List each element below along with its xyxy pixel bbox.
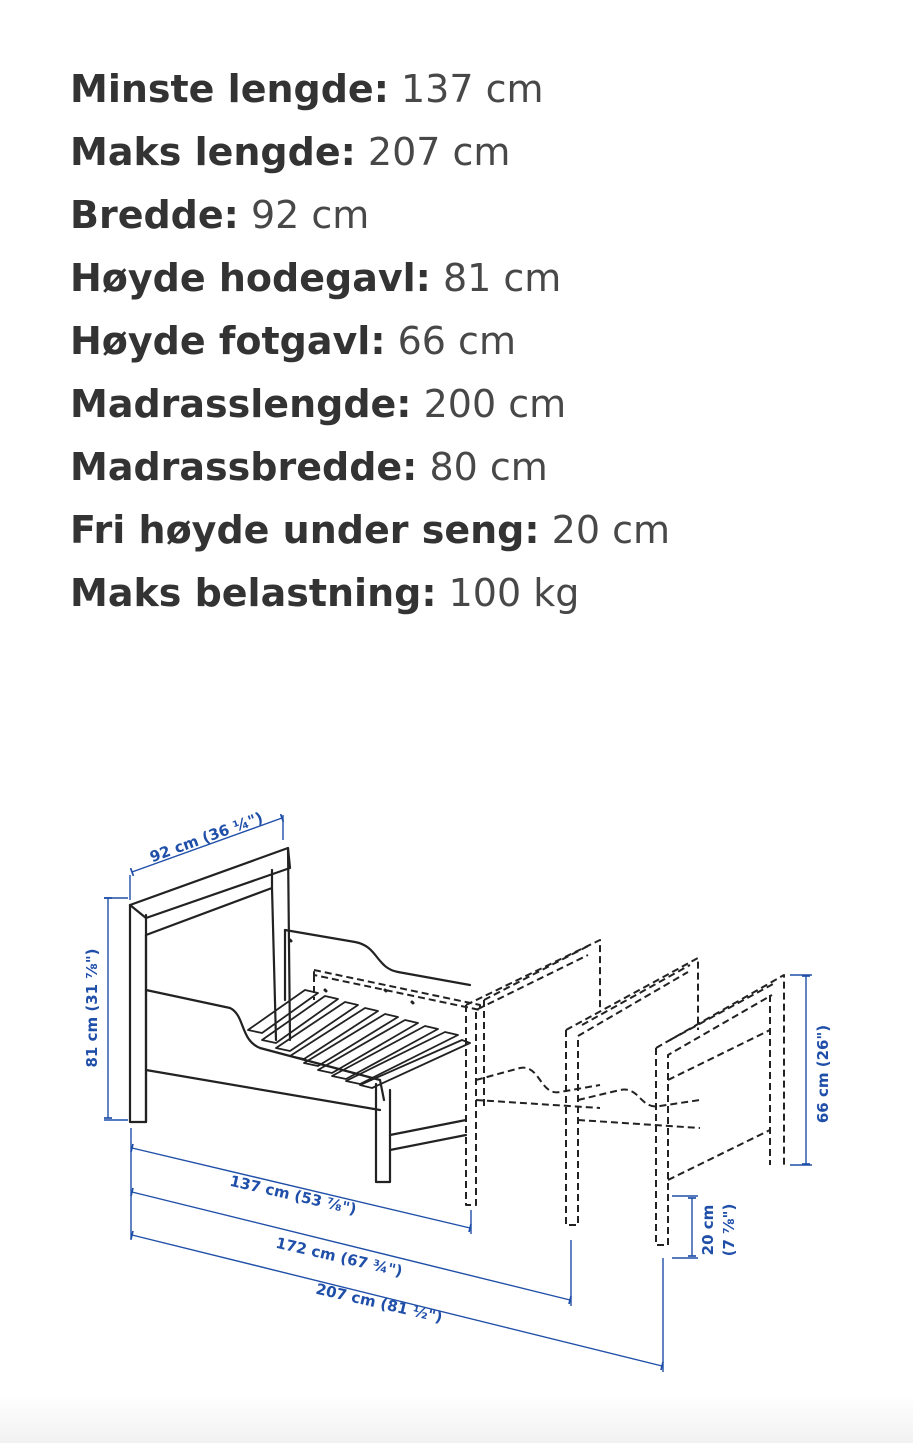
spec-headboard-height xyxy=(70,247,890,310)
length-max-label: 207 cm (81 ½") xyxy=(314,1279,445,1327)
spec-value: 81 cm xyxy=(442,256,562,300)
spec-value: 20 cm xyxy=(551,508,670,552)
bed-dimension-diagram xyxy=(0,790,913,1430)
spec-footboard-height xyxy=(70,310,890,373)
dimension-lines xyxy=(104,815,812,1372)
footboard-height-label: 66 cm (26") xyxy=(814,1024,832,1124)
spec-max-load xyxy=(70,562,890,625)
extension-panel-1 xyxy=(466,940,600,1205)
spec-mattress-length xyxy=(70,373,890,436)
foot-leg xyxy=(376,1084,466,1182)
extension-illustration xyxy=(314,940,784,1245)
spec-value: 200 cm xyxy=(423,382,567,426)
spec-value: 92 cm xyxy=(250,193,370,237)
spec-value: 207 cm xyxy=(367,130,511,174)
spec-min-length xyxy=(70,58,890,121)
bed-illustration xyxy=(130,848,470,1182)
clearance-label-cm: 20 cm xyxy=(699,1204,717,1256)
clearance-label-in: (7 ⅞") xyxy=(720,1203,738,1257)
length-mid-label: 172 cm (67 ¾") xyxy=(274,1233,405,1281)
spec-label: Madrassbredde: xyxy=(70,445,418,489)
spec-value: 137 cm xyxy=(401,67,544,111)
side-rail xyxy=(146,990,384,1110)
spec-width xyxy=(70,184,890,247)
spec-label: Maks lengde: xyxy=(70,130,356,174)
spec-value: 80 cm xyxy=(429,445,548,489)
spec-label: Bredde: xyxy=(70,193,239,237)
spec-mattress-width xyxy=(70,436,890,499)
extension-panel-2 xyxy=(566,958,700,1225)
spec-label: Høyde hodegavl: xyxy=(70,256,431,300)
spec-label: Minste lengde: xyxy=(70,67,389,111)
specification-list xyxy=(70,58,890,625)
length-min-label: 137 cm (53 ⅞") xyxy=(228,1171,359,1219)
spec-label: Fri høyde under seng: xyxy=(70,508,540,552)
bottom-fade xyxy=(0,1396,913,1443)
spec-label: Høyde fotgavl: xyxy=(70,319,386,363)
headboard-height-label: 81 cm (31 ⅞") xyxy=(83,948,101,1068)
spec-clearance xyxy=(70,499,890,562)
width-label: 92 cm (36 ¼") xyxy=(147,808,266,867)
spec-max-length xyxy=(70,121,890,184)
spec-label: Maks belastning: xyxy=(70,571,437,615)
spec-value: 66 cm xyxy=(397,319,516,363)
back-rail xyxy=(285,930,470,1000)
spec-value: 100 kg xyxy=(448,571,580,615)
dimension-labels xyxy=(83,808,832,1326)
spec-label: Madrasslengde: xyxy=(70,382,412,426)
